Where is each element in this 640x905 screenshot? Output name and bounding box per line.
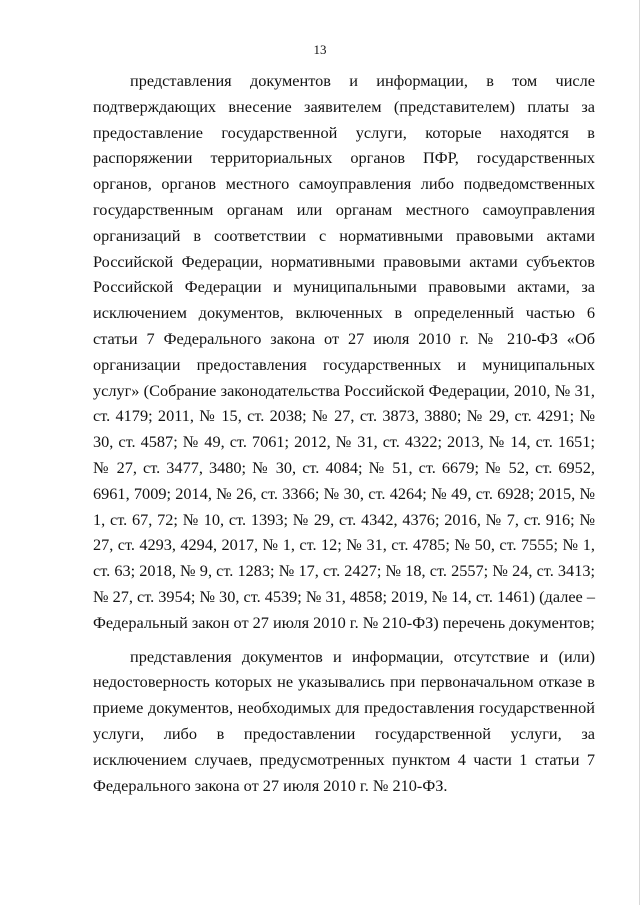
paragraph-2: представления документов и информации, отсутствие и (или) недостоверность которых не указывались при первоначальном отказе в приеме документов, необходимых для предоставления государственной услуги, либо в предоставлении государственной услуги, за исключением случаев, предусмотренных пунктом 4 части 1 статьи 7 Федерального закона от 27 июля 2010 г. № 210-ФЗ. bbox=[93, 646, 595, 795]
paragraph-1: представления документов и информации, в том числе подтверждающих внесение заявителем (представителем) платы за предоставление государственной услуги, которые находятся в распоряжении территориальных органов ПФР, государственных органов, органов местного самоуправления либо подведомственных государственным органам или органам местного самоуправления организаций в соответствии с нормативными правовыми актами Российской Федерации, нормативными правовыми актами субъектов Российской Федерации и муниципальными правовыми актами, за исключением документов, включенных в определенный частью 6 статьи 7 Федерального закона от 27 июля 2010 г. № 210-ФЗ «Об организации предоставления государственных и муниципальных услуг» (Собрание законодательства Российской Федерации, 2010, № 31, ст. 4179; 2011, № 15, ст. 2038; № 27, ст. 3873, 3880; № 29, ст. 4291; № 30, ст. 4587; № 49, ст. 7061; 2012, № 31, ст. 4322; 2013, № 14, ст. 1651; № 27, ст. 3477, 3480; № 30, ст. 4084; № 51, ст. 6679; № 52, ст. 6952, 6961, 7009; 2014, № 26, ст. 3366; № 30, ст. 4264; № 49, ст. 6928; 2015, № 1, ст. 67, 72; № 10, ст. 1393; № 29, ст. 4342, 4376; 2016, № 7, ст. 916; № 27, ст. 4293, 4294, 2017, № 1, ст. 12; № 31, ст. 4785; № 50, ст. 7555; № 1, ст. 63; 2018, № 9, ст. 1283; № 17, ст. 2427; № 18, ст. 2557; № 24, ст. 3413; № 27, ст. 3954; № 30, ст. 4539; № 31, 4858; 2019, № 14, ст. 1461) (далее – Федеральный закон от 27 июля 2010 г. № 210-ФЗ) перечень документов; bbox=[93, 71, 595, 632]
document-body bbox=[93, 68, 595, 798]
page-number: 13 bbox=[313, 42, 327, 57]
